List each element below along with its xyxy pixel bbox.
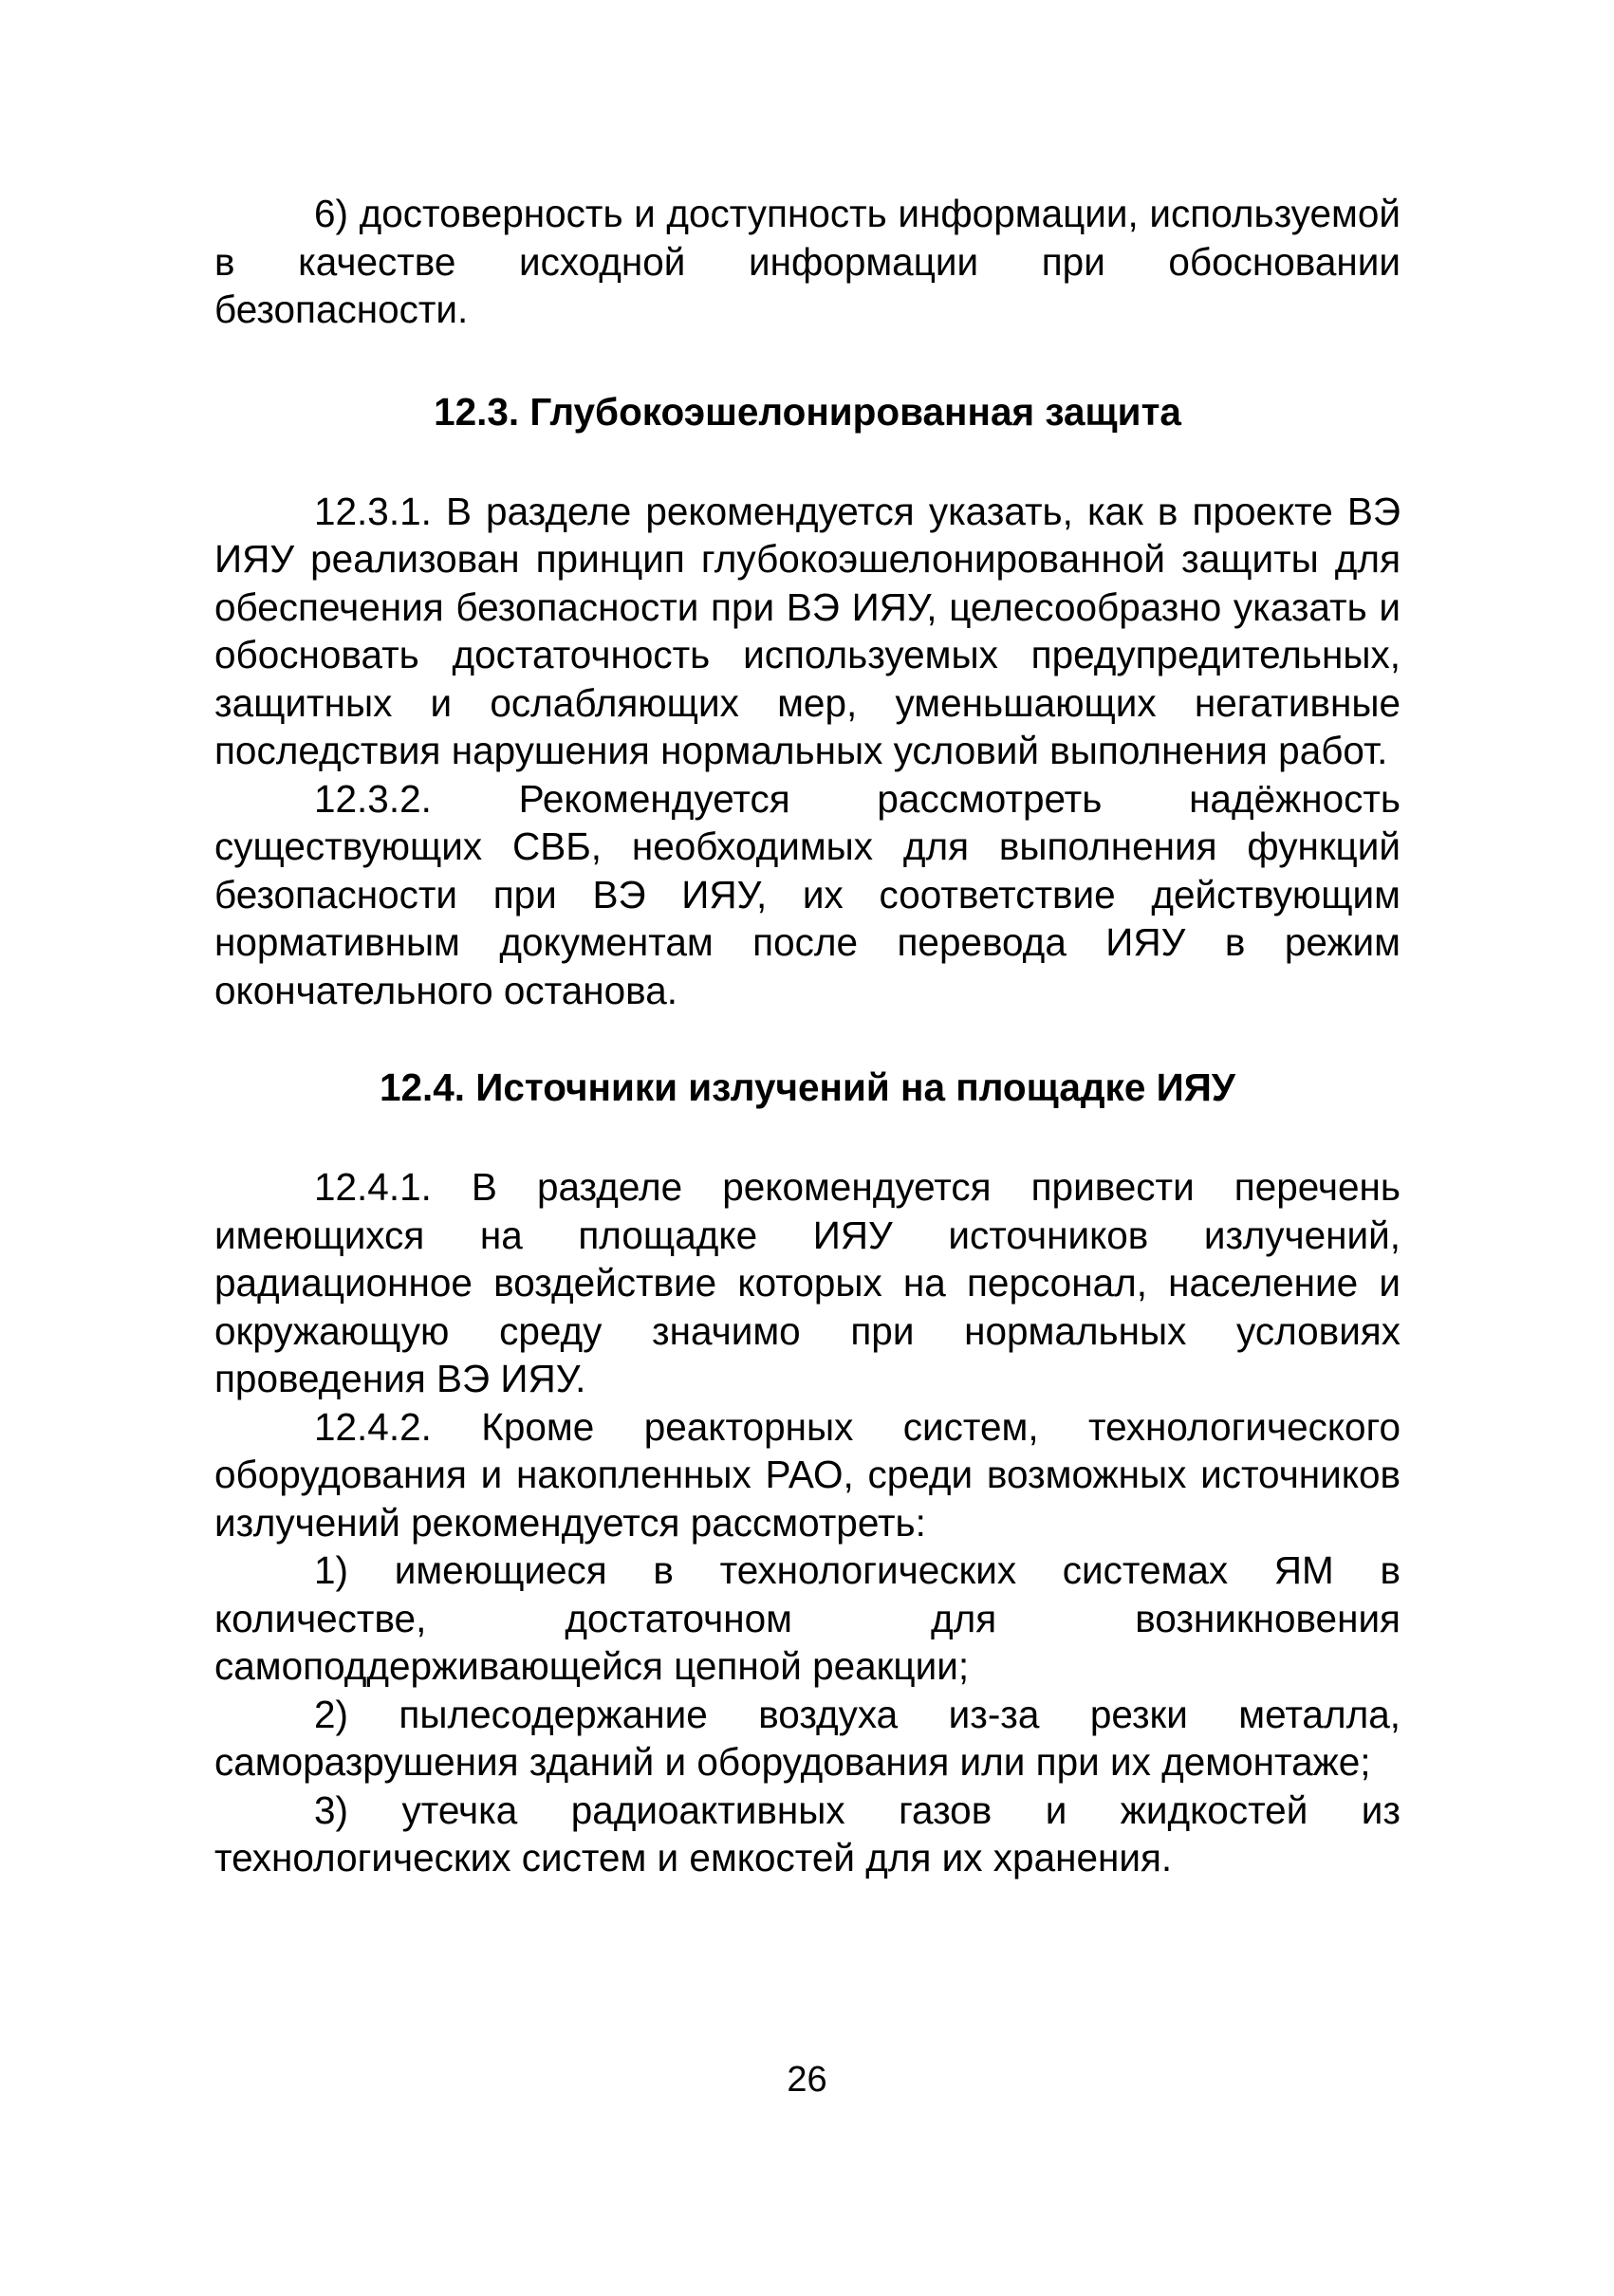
paragraph-12-3-1: 12.3.1. В разделе рекомендуется указать, как в проекте ВЭ ИЯУ реализован принцип глубокоэшелонированной защиты для обеспечения безопасности при ВЭ ИЯУ, целесообразно указать и обосновать достаточность используемых предупредительных, защитных и ослабляющих мер, уменьшающих негативные последствия нарушения нормальных условий выполнения работ. [214,489,1401,772]
list-item-6: 6) достоверность и доступность информации, используемой в качестве исходной информации при обосновании безопасности. [214,192,1401,331]
section-heading-12-3: 12.3. Глубокоэшелонированная защита [434,389,1181,434]
list-item-2: 2) пылесодержание воздуха из-за резки металла, саморазрушения зданий и оборудования или при их демонтаже; [214,1692,1401,1784]
paragraph-12-4-1: 12.4.1. В разделе рекомендуется привести перечень имеющихся на площадке ИЯУ источников излучений, радиационное воздействие которых на персонал, население и окружающую среду значимо при нормальных условиях проведения ВЭ ИЯУ. [214,1165,1401,1400]
page-number: 26 [787,2060,827,2100]
document-body [214,190,1401,1882]
list-item-3: 3) утечка радиоактивных газов и жидкостей из технологических систем и емкостей для их хранения. [214,1787,1401,1879]
list-item-1: 1) имеющиеся в технологических системах ЯМ в количестве, достаточном для возникновения самоподдерживающейся цепной реакции; [214,1548,1401,1688]
paragraph-12-4-2: 12.4.2. Кроме реакторных систем, технологического оборудования и накопленных РАО, среди возможных источников излучений рекомендуется рассмотреть: [214,1404,1401,1545]
section-heading-12-4: 12.4. Источники излучений на площадке ИЯУ [379,1065,1236,1109]
paragraph-12-3-2: 12.3.2. Рекомендуется рассмотреть надёжность существующих СВБ, необходимых для выполнения функций безопасности при ВЭ ИЯУ, их соответствие действующим нормативным документам после перевода ИЯУ в режим окончательного останова. [214,776,1401,1012]
